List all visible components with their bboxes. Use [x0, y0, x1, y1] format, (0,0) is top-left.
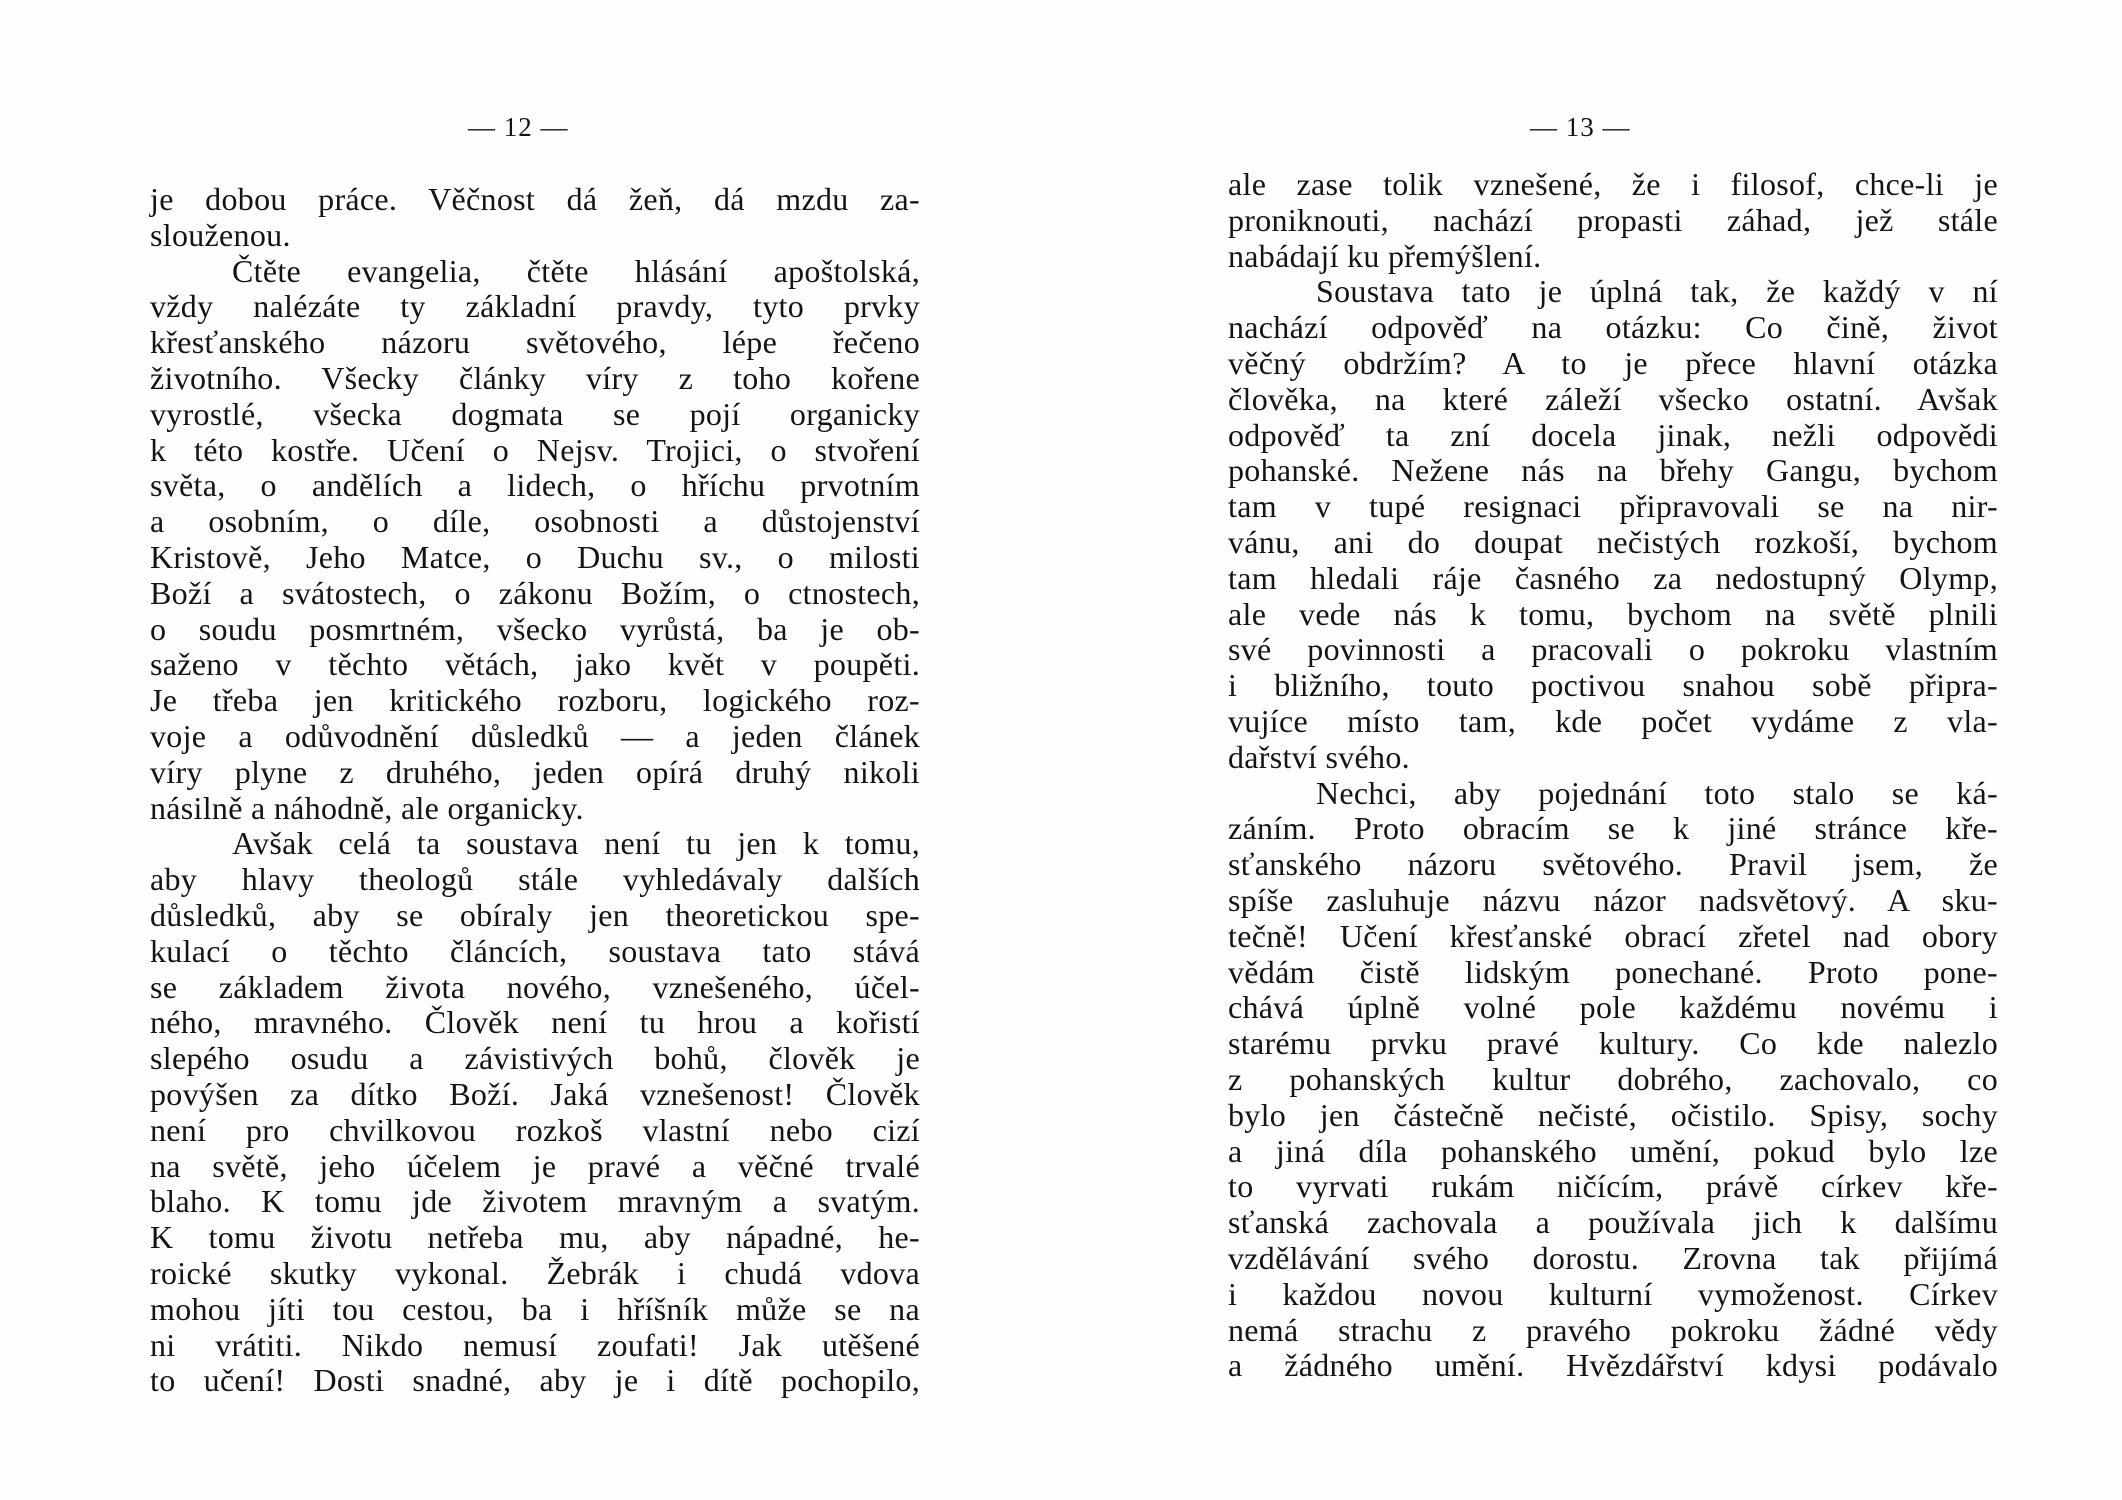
text-line: nemá strachu z pravého pokroku žádné vědy	[1228, 1311, 1998, 1348]
text-line: ného, mravného. Člověk není tu hrou a kořistí	[150, 1004, 920, 1041]
text-line: roické skutky vykonal. Žebrák i chudá vdova	[150, 1254, 920, 1291]
text-line: nabádají ku přemýšlení.	[1228, 237, 1542, 274]
text-line: sťanská zachovala a používala jich k dalšímu	[1228, 1204, 1998, 1241]
text-line: k této kostře. Učení o Nejsv. Trojici, o stvoření	[150, 431, 920, 468]
text-line: starému prvku pravé kultury. Co kde nalezlo	[1228, 1025, 1998, 1062]
text-line: Kristově, Jeho Matce, o Duchu sv., o milosti	[150, 538, 920, 575]
text-line: důsledků, aby se obíraly jen theoretickou spe-	[150, 896, 920, 933]
text-line: vujíce místo tam, kde počet vydáme z vla-	[1228, 702, 1998, 739]
text-line: je dobou práce. Věčnost dá žeň, dá mzdu za-	[150, 181, 920, 217]
text-line: člověka, na které záleží všecko ostatní. Avšak	[1228, 380, 1998, 417]
text-line: tam v tupé resignaci připravovali se na nir-	[1228, 488, 1998, 525]
right-page-text	[1228, 167, 1998, 1384]
text-line: víry plyne z druhého, jeden opírá druhý nikoli	[150, 753, 920, 790]
text-line: saženo v těchto větách, jako květ v poupěti.	[150, 646, 920, 683]
text-line: sťanského názoru světového. Pravil jsem, že	[1228, 846, 1998, 883]
left-page-text	[150, 182, 920, 1399]
text-line: Boží a svátostech, o zákonu Božím, o ctnostech,	[150, 574, 920, 611]
text-line: o soudu posmrtném, všecko vyrůstá, ba je ob-	[150, 610, 920, 647]
text-line: nachází odpověď na otázku: Co čině, život	[1228, 309, 1998, 346]
text-line: pohanské. Nežene nás na břehy Gangu, bychom	[1228, 452, 1998, 489]
text-line: dařství svého.	[1228, 738, 1410, 775]
text-line: odpověď ta zní docela jinak, nežli odpovědi	[1228, 416, 1998, 453]
text-line: proniknouti, nachází propasti záhad, jež stále	[1228, 201, 1998, 238]
text-line: na světě, jeho účelem je pravé a věčné trvalé	[150, 1147, 920, 1184]
right-page-number: — 13 —	[1530, 112, 1631, 142]
text-line: to učení! Dosti snadné, aby je i dítě pochopilo,	[150, 1362, 920, 1399]
text-line: není pro chvilkovou rozkoš vlastní nebo cizí	[150, 1111, 920, 1148]
left-page-number: — 12 —	[468, 112, 569, 142]
text-line: kulací o těchto článcích, soustava tato stává	[150, 932, 920, 969]
text-line: slouženou.	[150, 216, 291, 253]
text-line: tečně! Učení křesťanské obrací zřetel nad obory	[1228, 917, 1998, 954]
text-line: své povinnosti a pracovali o pokroku vlastním	[1228, 631, 1998, 668]
text-line: Nechci, aby pojednání toto stalo se ká-	[1316, 774, 1998, 811]
text-line: i každou novou kulturní vymoženost. Církev	[1228, 1275, 1998, 1312]
text-line: i bližního, touto poctivou snahou sobě připra-	[1228, 667, 1998, 704]
text-line: slepého osudu a závistivých bohů, člověk je	[150, 1040, 920, 1077]
text-line: se základem života nového, vznešeného, účel-	[150, 968, 920, 1005]
text-line: Soustava tato je úplná tak, že každý v ní	[1316, 273, 1998, 310]
text-line: a žádného umění. Hvězdářství kdysi podávalo	[1228, 1347, 1998, 1384]
text-line: křesťanského názoru světového, lépe řečeno	[150, 324, 920, 361]
text-line: životního. Všecky články víry z toho kořene	[150, 359, 920, 396]
text-line: vzdělávání svého dorostu. Zrovna tak přijímá	[1228, 1239, 1998, 1276]
text-line: Čtěte evangelia, čtěte hlásání apoštolská,	[232, 252, 920, 289]
text-line: vánu, ani do doupat nečistých rozkoší, bychom	[1228, 523, 1998, 560]
text-line: spíše zasluhuje názvu názor nadsvětový. A sku-	[1228, 881, 1998, 918]
text-line: Je třeba jen kritického rozboru, logického roz-	[150, 682, 920, 719]
text-line: ale vede nás k tomu, bychom na světě plnili	[1228, 595, 1998, 632]
text-line: ni vrátiti. Nikdo nemusí zoufati! Jak utěšené	[150, 1326, 920, 1363]
text-line: z pohanských kultur dobrého, zachovalo, co	[1228, 1060, 1998, 1097]
text-line: vyrostlé, všecka dogmata se pojí organicky	[150, 395, 920, 432]
text-line: záním. Proto obracím se k jiné stránce kře-	[1228, 810, 1998, 847]
text-line: povýšen za dítko Boží. Jaká vznešenost! Člověk	[150, 1075, 920, 1112]
text-line: a jiná díla pohanského umění, pokud bylo lze	[1228, 1132, 1998, 1169]
text-line: vždy nalézáte ty základní pravdy, tyto prvky	[150, 288, 920, 325]
text-line: K tomu životu netřeba mu, aby nápadné, he-	[150, 1219, 920, 1256]
text-line: ale zase tolik vznešené, že i filosof, chce-li je	[1228, 166, 1998, 202]
text-line: vědám čistě lidským ponechané. Proto pone-	[1228, 953, 1998, 990]
text-line: Avšak celá ta soustava není tu jen k tomu,	[232, 825, 920, 862]
text-line: chává úplně volné pole každému novému i	[1228, 989, 1998, 1026]
text-line: a osobním, o díle, osobnosti a důstojenství	[150, 503, 920, 540]
text-line: to vyrvati rukám ničícím, právě církev kře-	[1228, 1168, 1998, 1205]
text-line: světa, o andělích a lidech, o hříchu prvotním	[150, 467, 920, 504]
text-line: aby hlavy theologů stále vyhledávaly dalších	[150, 861, 920, 898]
text-line: mohou jíti tou cestou, ba i hříšník může se na	[150, 1290, 920, 1327]
text-line: věčný obdržím? A to je přece hlavní otázka	[1228, 344, 1998, 381]
text-line: voje a odůvodnění důsledků — a jeden článek	[150, 717, 920, 754]
text-line: tam hledali ráje časného za nedostupný Olymp,	[1228, 559, 1998, 596]
text-line: násilně a náhodně, ale organicky.	[150, 789, 584, 826]
text-line: blaho. K tomu jde životem mravným a svatým.	[150, 1183, 920, 1220]
text-line: bylo jen částečně nečisté, očistilo. Spisy, sochy	[1228, 1096, 1998, 1133]
